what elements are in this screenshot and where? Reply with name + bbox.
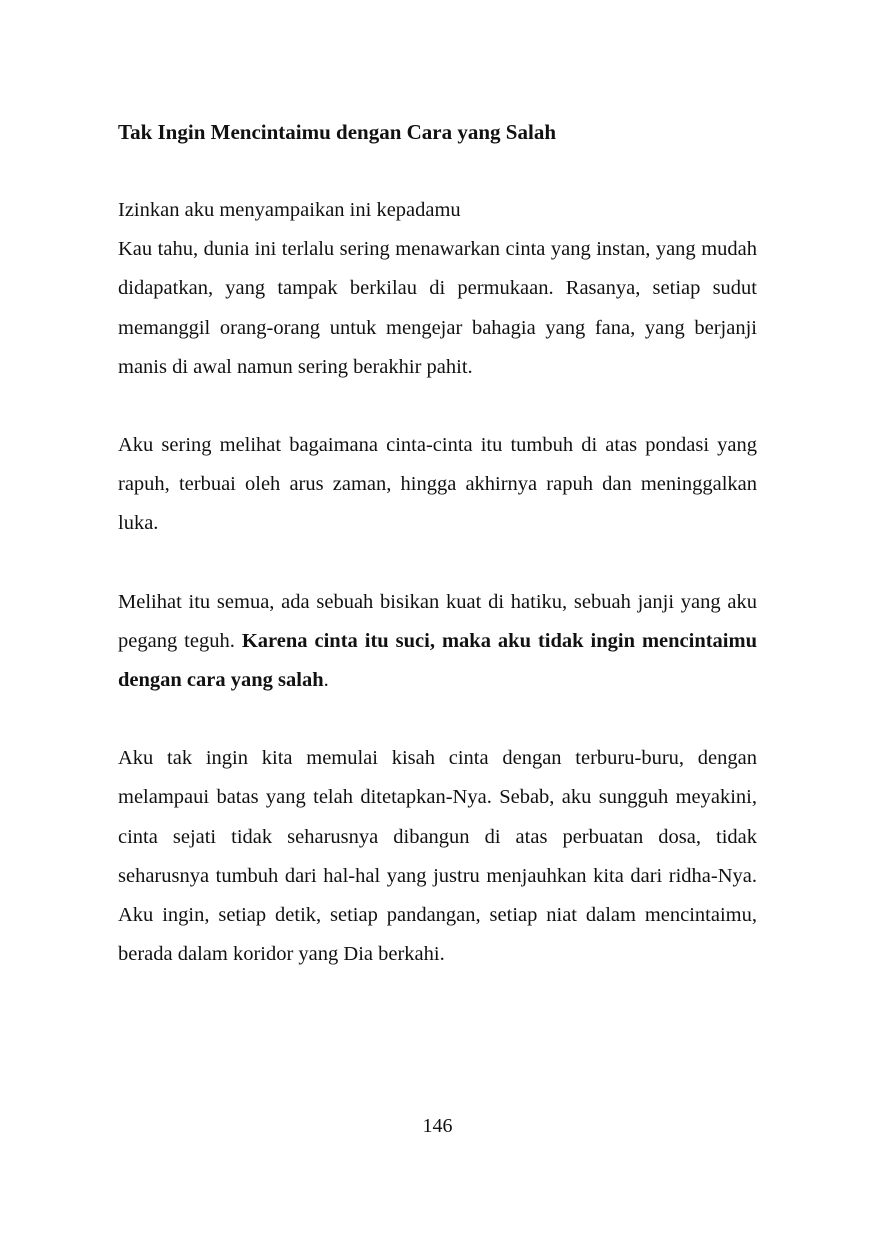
paragraph-3-lead: Melihat itu semua, ada sebuah bisikan kuat di hatiku, sebuah janji yang aku pegang teguh. [118, 590, 757, 652]
paragraph-2: Aku sering melihat bagaimana cinta-cinta itu tumbuh di atas pondasi yang rapuh, terbuai oleh arus zaman, hingga akhirnya rapuh dan meninggalkan luka. [118, 434, 757, 535]
paragraph-3 [118, 583, 757, 701]
paragraph-4: Aku tak ingin kita memulai kisah cinta dengan terburu-buru, dengan melampaui batas yang telah ditetapkan-Nya. Sebab, aku sungguh meyakini, cinta sejati tidak seharusnya dibangun di atas perbuatan dosa, tidak seharusnya tumbuh dari hal-hal yang justru menjauhkan kita dari ridha-Nya. Aku ingin, setiap detik, setiap pandangan, setiap niat dalam mencintaimu, berada dalam koridor yang Dia berkahi. [118, 747, 757, 966]
paragraph-3-emphasis: Karena cinta itu suci, maka aku tidak ingin mencintaimu dengan cara yang salah [118, 629, 757, 692]
page-content [118, 114, 757, 1013]
chapter-title: Tak Ingin Mencintaimu dengan Cara yang Salah [118, 120, 556, 144]
paragraph-3-tail: . [323, 669, 329, 692]
paragraph-1: Kau tahu, dunia ini terlalu sering menawarkan cinta yang instan, yang mudah didapatkan, yang tampak berkilau di permukaan. Rasanya, setiap sudut memanggil orang-orang untuk mengejar bahagia yang fana, yang berjanji manis di awal namun sering berakhir pahit. [118, 238, 757, 378]
page-number: 146 [422, 1115, 453, 1137]
intro-line: Izinkan aku menyampaikan ini kepadamu [118, 199, 461, 221]
paragraph-1-block [118, 191, 757, 387]
